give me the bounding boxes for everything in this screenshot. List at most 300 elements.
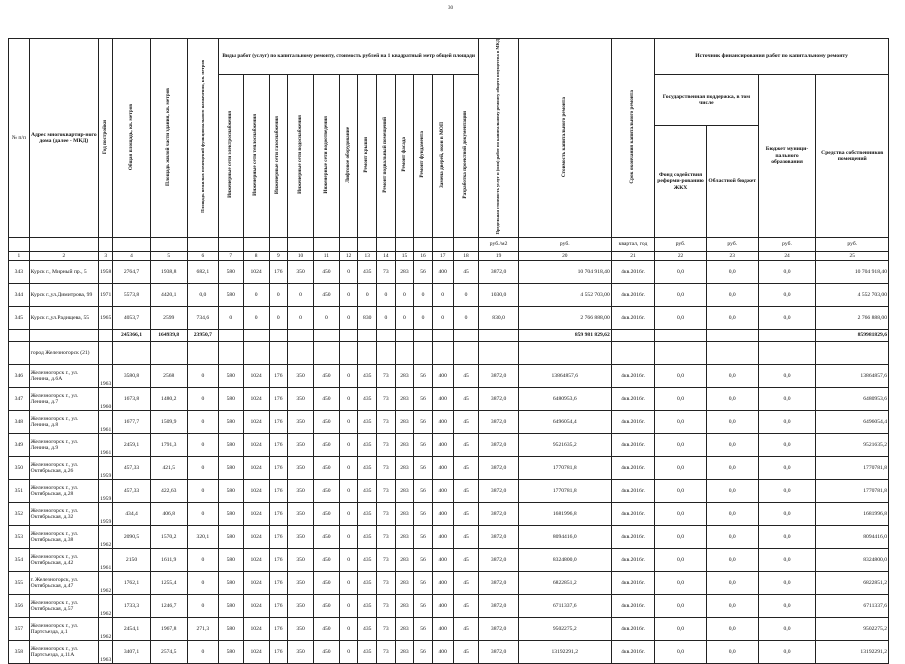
table-row [9, 364, 889, 387]
limit-cost-cell: 1030,0 [479, 283, 518, 306]
work-cost-cell: 400 [432, 502, 453, 525]
deadline-cell: 4кв.2016г. [611, 479, 654, 502]
work-cost-cell: 176 [269, 479, 288, 502]
work-cost-cell: 1024 [243, 479, 269, 502]
work-cost-cell: 176 [269, 387, 288, 410]
address-cell: Железногорск г., ул. Октябрьская, д.32 [29, 502, 98, 525]
row-number: 343 [9, 260, 30, 283]
work-cost-cell: 73 [377, 387, 396, 410]
regional-cell: 0,0 [706, 571, 758, 594]
work-cost-cell: 350 [288, 456, 314, 479]
limit-cost-cell: 3872,0 [479, 594, 518, 617]
address-cell: Железногорск г., ул. Ленина, д.8 [29, 410, 98, 433]
work-cost-cell: 1024 [243, 410, 269, 433]
work-cost-cell: 0 [339, 433, 358, 456]
work-cost-cell: 350 [288, 617, 314, 640]
row-number: 353 [9, 525, 30, 548]
header-work-basement: Ремонт подвальный помещений [381, 116, 388, 193]
limit-cost-cell: 3872,0 [479, 260, 518, 283]
deadline-cell: 4кв.2016г. [611, 433, 654, 456]
empty-cell [706, 341, 758, 364]
living-area-sum: 164939,8 [150, 329, 187, 341]
work-cost-cell: 176 [269, 260, 288, 283]
nonliving-area-cell: 734,6 [187, 306, 218, 329]
fund-cell: 0,0 [655, 640, 707, 663]
work-cost-cell: 580 [218, 410, 243, 433]
work-cost-cell: 45 [453, 502, 479, 525]
repair-cost-cell: 13864857,6 [518, 364, 611, 387]
work-cost-cell: 450 [313, 433, 339, 456]
header-work-heating: Инженерные сети теплоснабжения [252, 113, 259, 196]
empty-cell [243, 341, 269, 364]
work-cost-cell: 45 [453, 594, 479, 617]
work-cost-cell: 435 [358, 479, 377, 502]
nonliving-area-cell: 0 [187, 571, 218, 594]
work-cost-cell: 1024 [243, 571, 269, 594]
address-cell: Железногорск г., ул. Октябрьская, д.57 [29, 594, 98, 617]
limit-cost-cell: 3872,0 [479, 617, 518, 640]
owners-cell: 9502275,2 [816, 617, 889, 640]
living-area-cell: 2599 [150, 306, 187, 329]
work-cost-cell: 283 [395, 364, 414, 387]
header-work-roof: Ремонт крыши [363, 136, 370, 173]
work-cost-cell: 435 [358, 617, 377, 640]
row-number: 355 [9, 571, 30, 594]
work-cost-cell: 450 [313, 456, 339, 479]
limit-cost-cell: 830,0 [479, 306, 518, 329]
work-cost-cell: 1024 [243, 364, 269, 387]
work-cost-cell: 1024 [243, 617, 269, 640]
work-cost-cell: 0 [339, 456, 358, 479]
deadline-cell: 4кв.2016г. [611, 548, 654, 571]
limit-cost-cell: 3872,0 [479, 502, 518, 525]
empty-cell [9, 329, 30, 341]
nonliving-area-cell: 0 [187, 548, 218, 571]
municipal-cell: 0,0 [758, 525, 816, 548]
nonliving-area-cell: 0 [187, 387, 218, 410]
nonliving-area-cell: 320,1 [187, 525, 218, 548]
deadline-cell: 4кв.2016г. [611, 387, 654, 410]
owners-sum: 859981829,6 [816, 329, 889, 341]
repair-cost-cell: 4 552 703,00 [518, 283, 611, 306]
municipal-cell: 0,0 [758, 640, 816, 663]
living-area-cell: 1967,8 [150, 617, 187, 640]
unit-rub: руб. [518, 237, 611, 251]
owners-cell: 4 552 703,00 [816, 283, 889, 306]
nonliving-area-sum: 23950,7 [187, 329, 218, 341]
unit-quarter: квартал, год [611, 237, 654, 251]
empty-cell [758, 329, 816, 341]
empty-cell [358, 329, 377, 341]
owners-cell: 13864857,6 [816, 364, 889, 387]
work-cost-cell: 400 [432, 364, 453, 387]
year-cell: 1958 [98, 260, 112, 283]
deadline-cell: 4кв.2016г. [611, 594, 654, 617]
column-number: 13 [358, 251, 377, 260]
repair-cost-cell: 1681996,8 [518, 502, 611, 525]
living-area-cell: 1938,8 [150, 260, 187, 283]
work-cost-cell: 56 [414, 548, 433, 571]
work-cost-cell: 176 [269, 433, 288, 456]
deadline-cell: 4кв.2016г. [611, 410, 654, 433]
work-cost-cell: 0 [339, 306, 358, 329]
empty-cell [395, 329, 414, 341]
work-cost-cell: 435 [358, 594, 377, 617]
work-cost-cell: 580 [218, 594, 243, 617]
work-cost-cell: 0 [339, 410, 358, 433]
deadline-cell: 4кв.2016г. [611, 306, 654, 329]
work-cost-cell: 56 [414, 617, 433, 640]
work-cost-cell: 176 [269, 594, 288, 617]
table-row [9, 571, 889, 594]
empty-cell [339, 341, 358, 364]
work-cost-cell: 350 [288, 260, 314, 283]
column-number: 21 [611, 251, 654, 260]
work-cost-cell: 350 [288, 571, 314, 594]
work-cost-cell: 0 [218, 306, 243, 329]
table-row [9, 306, 889, 329]
header-address: Адрес многоквартир-ного дома (далее - МКД) [29, 39, 98, 238]
empty-cell [98, 341, 112, 364]
work-cost-cell: 0 [414, 306, 433, 329]
empty-cell [313, 329, 339, 341]
fund-cell: 0,0 [655, 410, 707, 433]
owners-cell: 1770781,8 [816, 456, 889, 479]
deadline-cell: 4кв.2016г. [611, 617, 654, 640]
municipal-cell: 0,0 [758, 456, 816, 479]
header-finance-group: Источник финансирования работ по капитальному ремонту [655, 39, 889, 75]
deadline-cell: 4кв.2016г. [611, 571, 654, 594]
empty-cell [187, 341, 218, 364]
empty-cell [432, 341, 453, 364]
work-cost-cell: 450 [313, 617, 339, 640]
address-cell: Железногорск г., ул. Ленина, д.7 [29, 387, 98, 410]
work-cost-cell: 400 [432, 617, 453, 640]
empty-cell [758, 341, 816, 364]
year-cell: 1963 [98, 640, 112, 663]
regional-cell: 0,0 [706, 525, 758, 548]
regional-cell: 0,0 [706, 640, 758, 663]
empty-cell [479, 329, 518, 341]
work-cost-cell: 56 [414, 410, 433, 433]
living-area-cell: 2568 [150, 364, 187, 387]
work-cost-cell: 56 [414, 387, 433, 410]
limit-cost-cell: 3872,0 [479, 364, 518, 387]
year-cell: 1962 [98, 617, 112, 640]
empty-cell [816, 341, 889, 364]
work-cost-cell: 400 [432, 387, 453, 410]
living-area-cell: 1480,2 [150, 387, 187, 410]
work-cost-cell: 56 [414, 640, 433, 663]
regional-cell: 0,0 [706, 306, 758, 329]
table-row [9, 640, 889, 663]
empty-cell [313, 341, 339, 364]
work-cost-cell: 580 [218, 387, 243, 410]
header-municipal: Бюджет муници-пального образования [758, 75, 816, 238]
work-cost-cell: 350 [288, 433, 314, 456]
fund-cell: 0,0 [655, 571, 707, 594]
work-cost-cell: 0 [432, 306, 453, 329]
municipal-cell: 0,0 [758, 571, 816, 594]
table-row [9, 410, 889, 433]
work-cost-cell: 435 [358, 502, 377, 525]
owners-cell: 1681996,8 [816, 502, 889, 525]
work-cost-cell: 283 [395, 456, 414, 479]
work-cost-cell: 56 [414, 571, 433, 594]
repair-cost-cell: 8324800,0 [518, 548, 611, 571]
work-cost-cell: 0 [269, 306, 288, 329]
work-cost-cell: 176 [269, 456, 288, 479]
work-cost-cell: 350 [288, 364, 314, 387]
total-area-cell: 2090,5 [113, 525, 150, 548]
deadline-cell: 4кв.2016г. [611, 525, 654, 548]
header-work-gas: Инженерные сети газоснабжения [274, 115, 281, 194]
work-cost-cell: 350 [288, 410, 314, 433]
living-area-cell: 4420,1 [150, 283, 187, 306]
address-cell: Железногорск г., ул. Октябрьская, д.42 [29, 548, 98, 571]
work-cost-cell: 1024 [243, 260, 269, 283]
repair-cost-cell: 1770781,8 [518, 479, 611, 502]
work-cost-cell: 580 [218, 640, 243, 663]
owners-cell: 6822851,2 [816, 571, 889, 594]
work-cost-cell: 73 [377, 456, 396, 479]
header-gov-support: Государственная поддержка, в том числе [655, 75, 758, 126]
year-cell: 1960 [98, 387, 112, 410]
work-cost-cell: 580 [218, 548, 243, 571]
work-cost-cell: 1024 [243, 548, 269, 571]
year-cell: 1961 [98, 433, 112, 456]
nonliving-area-cell: 0 [187, 364, 218, 387]
work-cost-cell: 0 [339, 479, 358, 502]
row-number: 344 [9, 283, 30, 306]
work-cost-cell: 1024 [243, 525, 269, 548]
header-work-facade: Ремонт фасада [400, 137, 407, 173]
work-cost-cell: 283 [395, 594, 414, 617]
work-cost-cell: 176 [269, 640, 288, 663]
work-cost-cell: 400 [432, 525, 453, 548]
capital-repair-table [8, 38, 889, 664]
column-number: 14 [377, 251, 396, 260]
municipal-cell: 0,0 [758, 548, 816, 571]
table-row [9, 525, 889, 548]
header-work-electric: Инженерные сети электроснабжения [226, 111, 233, 199]
owners-cell: 13192291,2 [816, 640, 889, 663]
municipal-cell: 0,0 [758, 364, 816, 387]
table-row [9, 617, 889, 640]
repair-cost-cell: 2 766 888,00 [518, 306, 611, 329]
repair-cost-cell: 8094416,0 [518, 525, 611, 548]
municipal-cell: 0,0 [758, 479, 816, 502]
column-number: 23 [706, 251, 758, 260]
year-cell: 1965 [98, 306, 112, 329]
total-area-cell: 4053,7 [113, 306, 150, 329]
work-cost-cell: 580 [218, 283, 243, 306]
empty-cell [358, 341, 377, 364]
city-label: город Железногорск (21) [29, 341, 98, 364]
fund-cell: 0,0 [655, 502, 707, 525]
total-area-cell: 1673,8 [113, 387, 150, 410]
municipal-cell: 0,0 [758, 433, 816, 456]
column-number: 5 [150, 251, 187, 260]
column-number: 24 [758, 251, 816, 260]
table-row [9, 479, 889, 502]
empty-cell [611, 329, 654, 341]
year-cell: 1959 [98, 456, 112, 479]
column-number: 16 [414, 251, 433, 260]
table-row [9, 548, 889, 571]
fund-cell: 0,0 [655, 456, 707, 479]
work-cost-cell: 0 [453, 306, 479, 329]
header-deadline: Срок окончания капитального ремонта [629, 89, 636, 184]
owners-cell: 6496054,4 [816, 410, 889, 433]
total-row [9, 329, 889, 341]
owners-cell: 8094416,0 [816, 525, 889, 548]
work-cost-cell: 176 [269, 548, 288, 571]
repair-cost-cell: 6480953,6 [518, 387, 611, 410]
header-work-doors: Замена дверей, окон в МОП [438, 121, 445, 188]
work-cost-cell: 435 [358, 525, 377, 548]
table-row [9, 260, 889, 283]
work-cost-cell: 435 [358, 640, 377, 663]
year-cell: 1961 [98, 410, 112, 433]
limit-cost-cell: 3872,0 [479, 410, 518, 433]
nonliving-area-cell: 0 [187, 594, 218, 617]
header-total-area: Общая площадь, кв. метров [127, 103, 134, 170]
address-cell: Курск г.,ул.Димитрова, 99 [29, 283, 98, 306]
repair-cost-cell: 6496054,4 [518, 410, 611, 433]
work-cost-cell: 400 [432, 640, 453, 663]
owners-cell: 6480953,6 [816, 387, 889, 410]
header-owners: Средства собственников помещений [816, 75, 889, 238]
empty-cell [288, 329, 314, 341]
work-cost-cell: 435 [358, 456, 377, 479]
empty-cell [518, 341, 611, 364]
empty-cell [339, 329, 358, 341]
table-row [9, 502, 889, 525]
row-number: 358 [9, 640, 30, 663]
repair-cost-sum: 859 981 829,62 [518, 329, 611, 341]
empty-cell [218, 329, 243, 341]
total-area-cell: 2764,7 [113, 260, 150, 283]
fund-cell: 0,0 [655, 548, 707, 571]
column-number: 8 [243, 251, 269, 260]
work-cost-cell: 350 [288, 502, 314, 525]
work-cost-cell: 45 [453, 479, 479, 502]
work-cost-cell: 0 [313, 306, 339, 329]
municipal-cell: 0,0 [758, 387, 816, 410]
work-cost-cell: 45 [453, 548, 479, 571]
fund-cell: 0,0 [655, 594, 707, 617]
living-area-cell: 421,5 [150, 456, 187, 479]
owners-cell: 1770781,8 [816, 479, 889, 502]
work-cost-cell: 0 [358, 283, 377, 306]
limit-cost-cell: 3872,0 [479, 433, 518, 456]
column-number: 11 [313, 251, 339, 260]
unit-rub: руб. [706, 237, 758, 251]
work-cost-cell: 350 [288, 548, 314, 571]
work-cost-cell: 283 [395, 260, 414, 283]
work-cost-cell: 0 [395, 306, 414, 329]
repair-cost-cell: 1770781,8 [518, 456, 611, 479]
work-cost-cell: 350 [288, 640, 314, 663]
year-cell: 1971 [98, 283, 112, 306]
work-cost-cell: 56 [414, 594, 433, 617]
work-cost-cell: 56 [414, 525, 433, 548]
work-cost-cell: 450 [313, 283, 339, 306]
repair-cost-cell: 9502275,2 [518, 617, 611, 640]
limit-cost-cell: 3872,0 [479, 479, 518, 502]
total-area-cell: 2459,1 [113, 433, 150, 456]
header-regional: Областной бюджет [706, 125, 758, 237]
deadline-cell: 4кв.2016г. [611, 456, 654, 479]
nonliving-area-cell: 682,1 [187, 260, 218, 283]
column-number: 6 [187, 251, 218, 260]
living-area-cell: 1246,7 [150, 594, 187, 617]
address-cell: Железногорск г., ул. Партсъезда, д.11А [29, 640, 98, 663]
regional-cell: 0,0 [706, 479, 758, 502]
work-cost-cell: 45 [453, 571, 479, 594]
work-cost-cell: 350 [288, 479, 314, 502]
work-cost-cell: 0 [339, 387, 358, 410]
fund-cell: 0,0 [655, 260, 707, 283]
deadline-cell: 4кв.2016г. [611, 283, 654, 306]
column-number: 15 [395, 251, 414, 260]
empty-cell [377, 329, 396, 341]
work-cost-cell: 0 [243, 283, 269, 306]
unit-rub: руб. [758, 237, 816, 251]
work-cost-cell: 283 [395, 387, 414, 410]
work-cost-cell: 580 [218, 456, 243, 479]
header-limit-cost: Предельная стоимость услуг и (или) работ по капитальному ремонту общего имущества в МКД [495, 39, 501, 235]
nonliving-area-cell: 0 [187, 410, 218, 433]
total-area-cell: 3580,8 [113, 364, 150, 387]
limit-cost-cell: 3872,0 [479, 525, 518, 548]
table-body [9, 251, 889, 663]
row-number: 346 [9, 364, 30, 387]
work-cost-cell: 283 [395, 525, 414, 548]
living-area-cell: 1509,9 [150, 410, 187, 433]
column-numbers-row [9, 251, 889, 260]
work-cost-cell: 45 [453, 260, 479, 283]
work-cost-cell: 400 [432, 433, 453, 456]
work-cost-cell: 0 [339, 617, 358, 640]
column-number: 7 [218, 251, 243, 260]
empty-cell [29, 329, 98, 341]
living-area-cell: 2574,5 [150, 640, 187, 663]
work-cost-cell: 0 [377, 283, 396, 306]
work-cost-cell: 73 [377, 410, 396, 433]
work-cost-cell: 435 [358, 571, 377, 594]
empty-cell [611, 341, 654, 364]
work-cost-cell: 283 [395, 433, 414, 456]
deadline-cell: 4кв.2016г. [611, 364, 654, 387]
work-cost-cell: 176 [269, 502, 288, 525]
work-cost-cell: 580 [218, 617, 243, 640]
fund-cell: 0,0 [655, 525, 707, 548]
year-cell: 1959 [98, 479, 112, 502]
column-number: 17 [432, 251, 453, 260]
work-cost-cell: 580 [218, 502, 243, 525]
unit-rub: руб. [655, 237, 707, 251]
regional-cell: 0,0 [706, 364, 758, 387]
header-work-design: Разработка проектной документации [462, 110, 469, 199]
empty-cell [269, 329, 288, 341]
repair-cost-cell: 13192291,2 [518, 640, 611, 663]
empty-cell [98, 329, 112, 341]
municipal-cell: 0,0 [758, 617, 816, 640]
municipal-cell: 0,0 [758, 260, 816, 283]
row-number: 356 [9, 594, 30, 617]
